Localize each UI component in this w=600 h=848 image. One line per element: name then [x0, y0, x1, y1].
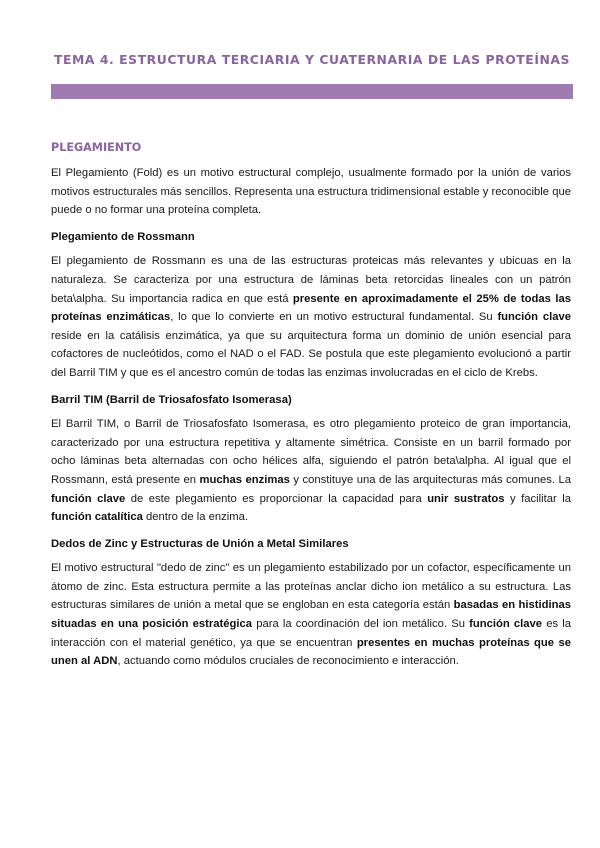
page-title: TEMA 4. ESTRUCTURA TERCIARIA Y CUATERNARIA DE LAS PROTEÍNAS — [53, 52, 571, 67]
bold-run: función catalítica — [51, 511, 143, 524]
text-run: El Barril TIM, o Barril de Triosafosfato Isomerasa, es otro plegamiento proteico de gran importancia, caracterizado por una estructura repetitiva y altamente simétrica. Consiste en un barril formado por ocho láminas beta alternadas con ocho hélices alfa, siguiendo el patrón beta\alpha. Al igual que el Rossmann, está presente en — [51, 418, 571, 486]
rossmann-paragraph — [51, 252, 571, 382]
bold-run: función clave — [497, 311, 571, 324]
bold-run: basadas en histidinas situadas en una posición estratégica — [51, 599, 571, 631]
bold-run: presente en aproximadamente el 25% de todas las proteínas enzimáticas — [51, 292, 572, 324]
text-run: El motivo estructural "dedo de zinc" es un plegamiento estabilizado por un cofactor, específicamente un átomo de zinc. Esta estructura permite a las proteínas anclar dicho ion metálico a su estructura. Las estructuras similares de unión a metal que se engloban en esta categoría están — [51, 562, 571, 612]
text-run: y facilitar la — [504, 492, 571, 505]
section-heading-plegamiento: PLEGAMIENTO — [51, 141, 142, 154]
text-run: , actuando como módulos cruciales de reconocimiento e interacción. — [117, 655, 459, 668]
bold-run: función clave — [469, 618, 543, 631]
subheading-tim: Barril TIM (Barril de Triosafosfato Isomerasa) — [51, 393, 292, 406]
text-run: de este plegamiento es proporcionar la capacidad para — [125, 492, 428, 505]
bold-run: muchas enzimas — [199, 473, 290, 486]
bold-run: unir sustratos — [427, 492, 505, 505]
text-run: El plegamiento de Rossmann es una de las estructuras proteicas más relevantes y ubicuas en la naturaleza. Se caracteriza por una estructura de láminas beta retorcidas lineales con un patrón beta\alpha. Su importancia radica en que está — [51, 255, 571, 305]
subheading-zinc: Dedos de Zinc y Estructuras de Unión a Metal Similares — [51, 537, 349, 550]
text-run: dentro de la enzima. — [142, 511, 248, 524]
zinc-paragraph — [51, 559, 571, 671]
text-run: es la interacción con el material genético, ya que se encuentran — [51, 618, 572, 649]
bold-run: presentes en muchas proteínas que se unen al ADN — [51, 636, 571, 668]
text-run: para la coordinación del ion metálico. Su — [252, 618, 470, 631]
text-run: , lo que lo convierte en un motivo estructural fundamental. Su — [170, 311, 498, 324]
document-body — [51, 140, 571, 679]
tim-paragraph — [51, 415, 571, 527]
subheading-rossmann: Plegamiento de Rossmann — [51, 230, 195, 243]
title-accent-bar — [51, 84, 573, 99]
plegamiento-intro-paragraph: El Plegamiento (Fold) es un motivo estructural complejo, usualmente formado por la unión de varios motivos estructurales más sencillos. Representa una estructura tridimensional estable y reconocible que puede o no formar una proteína completa. — [51, 167, 571, 217]
bold-run: función clave — [51, 492, 126, 505]
text-run: reside en la catálisis enzimática, ya que su arquitectura forma un dominio de unión esencial para cofactores de nucleótidos, como el NAD o el FAD. Se postula que este plegamiento evolucionó a partir del Barril TIM y que es el ancestro común de todas las enzimas involucradas en el ciclo de Krebs. — [51, 329, 571, 379]
text-run: y constituye una de las arquitecturas más comunes. La — [289, 473, 571, 486]
